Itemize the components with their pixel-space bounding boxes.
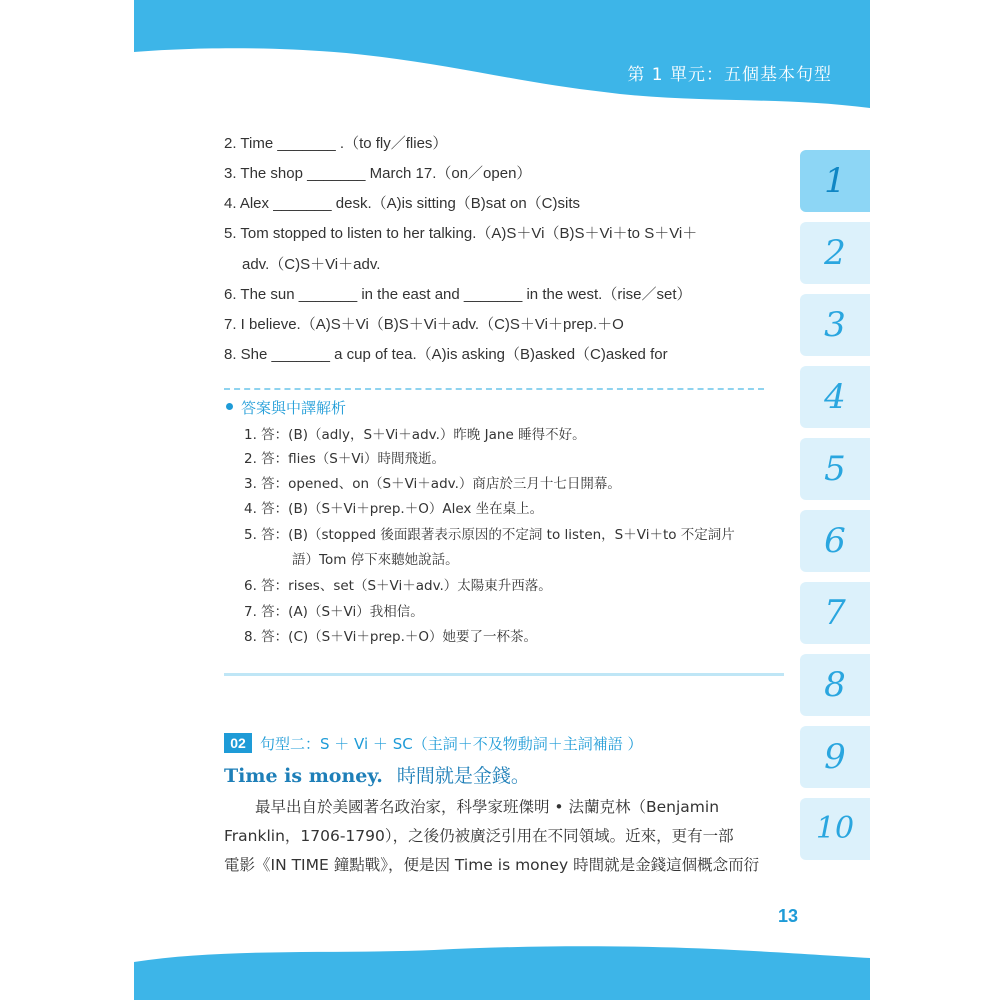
exercise-4: 4. Alex _______ desk.（A)is sitting（B)sat on（C)sits	[224, 195, 580, 212]
answer-5-cont: 語）Tom 停下來聽她說話。	[292, 552, 459, 568]
exercise-5: 5. Tom stopped to listen to her talking.（A)S＋Vi（B)S＋Vi＋to S＋Vi＋	[224, 225, 698, 242]
exercise-5-cont: adv.（C)S＋Vi＋adv.	[242, 256, 381, 273]
answers-heading	[226, 397, 346, 418]
exercise-3: 3. The shop _______ March 17.（on／open）	[224, 165, 532, 182]
section-subtitle	[224, 761, 530, 788]
exercise-8: 8. She _______ a cup of tea.（A)is asking（B)asked（C)asked for	[224, 346, 668, 363]
dashed-divider	[224, 388, 764, 390]
answer-3: 3. 答：opened、on（S＋Vi＋adv.）商店於三月十七日開幕。	[244, 476, 621, 492]
subtitle-chinese: 時間就是金錢。	[396, 765, 530, 787]
answer-5: 5. 答：(B)（stopped 後面跟著表示原因的不定詞 to listen，S＋Vi＋to 不定詞片	[244, 527, 735, 543]
chapter-tab-10[interactable]: 10	[800, 798, 870, 860]
section-divider	[224, 673, 784, 676]
bullet-icon	[226, 403, 233, 410]
page-number: 13	[777, 906, 798, 926]
chapter-tab-3[interactable]: 3	[800, 294, 870, 356]
exercise-2: 2. Time _______ .（to fly／flies）	[224, 135, 448, 152]
paragraph-line-1: 最早出自於美國著名政治家，科學家班傑明 • 法蘭克林（Benjamin	[224, 798, 720, 816]
section-title: 句型二：S ＋ Vi ＋ SC（主詞＋不及物動詞＋主詞補語 ）	[260, 735, 643, 753]
chapter-tab-6[interactable]: 6	[800, 510, 870, 572]
answer-8: 8. 答：(C)（S＋Vi＋prep.＋O）她要了一杯茶。	[244, 629, 538, 645]
chapter-tab-8[interactable]: 8	[800, 654, 870, 716]
exercise-7: 7. I believe.（A)S＋Vi（B)S＋Vi＋adv.（C)S＋Vi＋prep.＋O	[224, 316, 624, 333]
chapter-tab-1[interactable]: 1	[800, 150, 870, 212]
answer-7: 7. 答：(A)（S＋Vi）我相信。	[244, 604, 424, 620]
chapter-tab-5[interactable]: 5	[800, 438, 870, 500]
footer-band	[134, 940, 870, 1000]
section-number-badge: 02	[224, 733, 252, 753]
answer-2: 2. 答：flies（S＋Vi）時間飛逝。	[244, 451, 446, 467]
answer-4: 4. 答：(B)（S＋Vi＋prep.＋O）Alex 坐在桌上。	[244, 501, 544, 517]
exercise-6: 6. The sun _______ in the east and _______ in the west.（rise／set）	[224, 286, 692, 303]
subtitle-english: Time is money.	[224, 765, 383, 787]
chapter-tab-2[interactable]: 2	[800, 222, 870, 284]
answers-heading-text: 答案與中譯解析	[241, 399, 347, 417]
paragraph-line-3: 電影《IN TIME 鐘點戰》，便是因 Time is money 時間就是金錢這個概念而衍	[224, 856, 760, 874]
chapter-tab-7[interactable]: 7	[800, 582, 870, 644]
paragraph-line-2: Franklin，1706-1790），之後仍被廣泛引用在不同領域。近來，更有一部	[224, 827, 734, 845]
book-page	[134, 0, 870, 1000]
answer-6: 6. 答：rises、set（S＋Vi＋adv.）太陽東升西落。	[244, 578, 552, 594]
chapter-tab-4[interactable]: 4	[800, 366, 870, 428]
unit-title: 第 1 單元：五個基本句型	[627, 65, 832, 85]
chapter-tab-9[interactable]: 9	[800, 726, 870, 788]
answer-1: 1. 答：(B)（adly，S＋Vi＋adv.）昨晚 Jane 睡得不好。	[244, 427, 586, 443]
